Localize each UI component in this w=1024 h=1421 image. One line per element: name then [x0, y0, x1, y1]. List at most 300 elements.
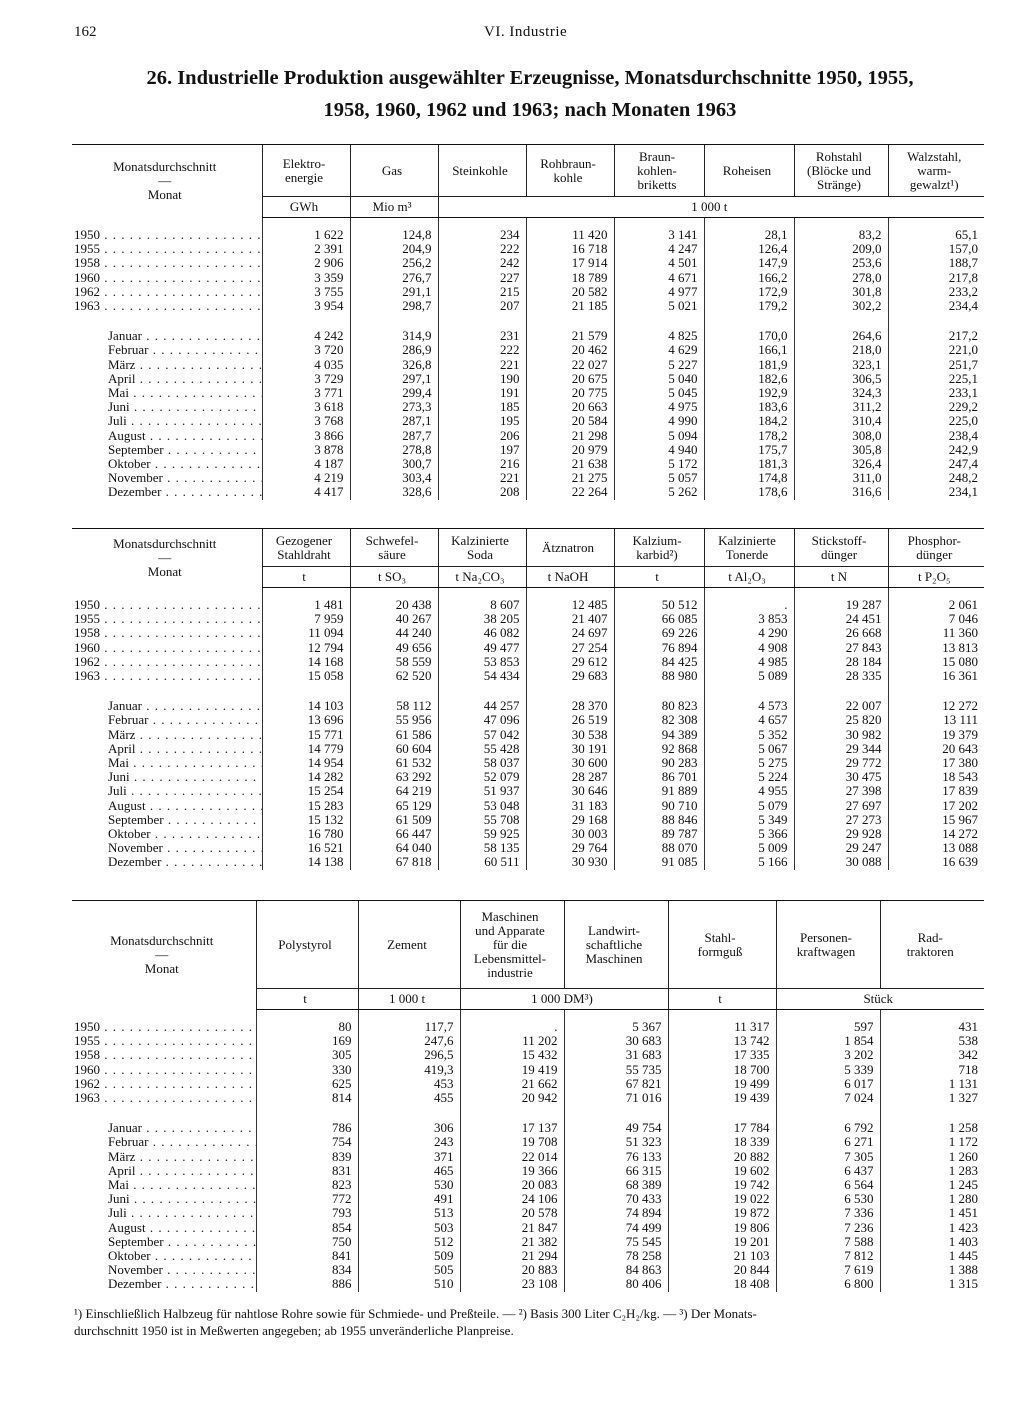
- table-cell: 4 908: [704, 641, 794, 655]
- table-cell: 15 283: [262, 799, 350, 813]
- table-cell: 84 863: [564, 1263, 668, 1277]
- table-cell: 3 618: [262, 400, 350, 414]
- table-row: [72, 799, 984, 813]
- table-cell: 6 800: [776, 1277, 880, 1291]
- table-cell: 17 335: [668, 1048, 776, 1062]
- table-cell: 57 042: [438, 728, 526, 742]
- table-cell: 181,9: [704, 358, 794, 372]
- table-cell: 1 451: [880, 1206, 984, 1220]
- table-cell: 1 854: [776, 1034, 880, 1048]
- table-cell: .: [704, 588, 794, 613]
- table-row: [72, 827, 984, 841]
- table-row: [72, 218, 984, 243]
- table-cell: 38 205: [438, 612, 526, 626]
- table-cell: 62 520: [350, 669, 438, 683]
- col-header: Braun- kohlen- briketts: [614, 145, 704, 197]
- table-cell: 88 070: [614, 841, 704, 855]
- row-label: 1960 . . .: [72, 1063, 256, 1077]
- table-cell: 13 696: [262, 713, 350, 727]
- table-cell: 92 868: [614, 742, 704, 756]
- table-cell: 7 959: [262, 612, 350, 626]
- table-cell: 27 398: [794, 784, 888, 798]
- row-label: August . . .: [72, 1221, 256, 1235]
- table-cell: 204,9: [350, 242, 438, 256]
- table-cell: 76 894: [614, 641, 704, 655]
- table-row: [72, 742, 984, 756]
- col-header: Ätznatron: [526, 529, 614, 567]
- table-cell: 4 825: [614, 329, 704, 343]
- unit-stueck: Stück: [776, 989, 984, 1010]
- stub-dash: —: [158, 173, 172, 189]
- gap-cell: [72, 1105, 256, 1121]
- table-cell: 8 607: [438, 588, 526, 613]
- unit-dm: 1 000 DM³): [460, 989, 668, 1010]
- table-cell: 53 048: [438, 799, 526, 813]
- col-unit: t NaOH: [526, 567, 614, 588]
- table-cell: 17 784: [668, 1121, 776, 1135]
- table-cell: 175,7: [704, 443, 794, 457]
- table-cell: 253,6: [794, 256, 888, 270]
- table-cell: 286,9: [350, 343, 438, 357]
- table-cell: 11 317: [668, 1010, 776, 1035]
- table-cell: 12 485: [526, 588, 614, 613]
- table-cell: 19 602: [668, 1164, 776, 1178]
- col-unit: t Al₂O₃: [704, 567, 794, 588]
- table-cell: 14 103: [262, 699, 350, 713]
- table-row: [72, 1221, 984, 1235]
- col-header: Gas: [350, 145, 438, 197]
- table-cell: 190: [438, 372, 526, 386]
- table-cell: 1 131: [880, 1077, 984, 1091]
- table-cell: 5 089: [704, 669, 794, 683]
- row-label: 1960 . . .: [72, 271, 262, 285]
- table-cell: 7 305: [776, 1150, 880, 1164]
- row-label: April . . .: [72, 742, 262, 756]
- table-cell: 26 668: [794, 626, 888, 640]
- unit-t: t: [256, 989, 358, 1010]
- stub-label-2: Monat: [147, 564, 182, 580]
- table-cell: 29 247: [794, 841, 888, 855]
- row-label: Januar . . .: [72, 699, 262, 713]
- chapter-title: VI. Industrie: [484, 24, 568, 40]
- row-label: März . . .: [72, 358, 262, 372]
- table-cell: 11 420: [526, 218, 614, 243]
- table-cell: 71 016: [564, 1091, 668, 1105]
- row-label: Juni . . .: [72, 770, 262, 784]
- table-cell: 31 683: [564, 1048, 668, 1062]
- table-cell: 47 096: [438, 713, 526, 727]
- table-cell: 4 290: [704, 626, 794, 640]
- gap-cell: [256, 1105, 358, 1121]
- table-cell: 69 226: [614, 626, 704, 640]
- table-row: [72, 429, 984, 443]
- table-cell: 5 166: [704, 855, 794, 869]
- table-cell: 4 657: [704, 713, 794, 727]
- table-row: [72, 386, 984, 400]
- table-cell: 90 710: [614, 799, 704, 813]
- table-cell: 453: [358, 1077, 460, 1091]
- table-cell: 216: [438, 457, 526, 471]
- table-cell: 14 954: [262, 756, 350, 770]
- table-cell: 68 389: [564, 1178, 668, 1192]
- table-cell: 21 103: [668, 1249, 776, 1263]
- table-cell: 4 035: [262, 358, 350, 372]
- table-cell: 287,7: [350, 429, 438, 443]
- table-cell: 21 275: [526, 471, 614, 485]
- table-cell: 30 683: [564, 1034, 668, 1048]
- table-cell: 330: [256, 1063, 358, 1077]
- table-cell: 5 227: [614, 358, 704, 372]
- table-cell: 234,4: [888, 299, 984, 313]
- table-row: [72, 358, 984, 372]
- table-cell: 512: [358, 1235, 460, 1249]
- col-unit: t: [262, 567, 350, 588]
- table-cell: 29 764: [526, 841, 614, 855]
- table-cell: 20 584: [526, 414, 614, 428]
- stub-label: Monatsdurchschnitt: [113, 536, 217, 552]
- table-cell: 169: [256, 1034, 358, 1048]
- table-cell: 60 511: [438, 855, 526, 869]
- row-label: November . . .: [72, 471, 262, 485]
- table-cell: 5 275: [704, 756, 794, 770]
- table-cell: 4 985: [704, 655, 794, 669]
- col-header: Rohbraun- kohle: [526, 145, 614, 197]
- table-title-line-2: 1958, 1960, 1962 und 1963; nach Monaten 1963: [323, 99, 737, 121]
- table-cell: 217,8: [888, 271, 984, 285]
- table-cell: 13 742: [668, 1034, 776, 1048]
- table-cell: 306: [358, 1121, 460, 1135]
- gap-cell: [262, 313, 350, 329]
- table-cell: 243: [358, 1135, 460, 1149]
- gap-cell: [776, 1105, 880, 1121]
- table-cell: 21 662: [460, 1077, 564, 1091]
- table-cell: 28 287: [526, 770, 614, 784]
- table-cell: 306,5: [794, 372, 888, 386]
- table-cell: 4 629: [614, 343, 704, 357]
- table-cell: 91 085: [614, 855, 704, 869]
- table-cell: 16 361: [888, 669, 984, 683]
- table-row: [72, 485, 984, 499]
- row-label: Juni . . .: [72, 1192, 256, 1206]
- table-cell: 55 956: [350, 713, 438, 727]
- table-cell: 3 853: [704, 612, 794, 626]
- table-cell: 227: [438, 271, 526, 285]
- table-cell: 206: [438, 429, 526, 443]
- table-cell: 29 683: [526, 669, 614, 683]
- table-cell: 24 451: [794, 612, 888, 626]
- row-label: 1955 . . .: [72, 1034, 256, 1048]
- table-cell: 29 168: [526, 813, 614, 827]
- table-cell: 273,3: [350, 400, 438, 414]
- table-cell: 58 135: [438, 841, 526, 855]
- table-cell: 3 878: [262, 443, 350, 457]
- table-cell: 225,1: [888, 372, 984, 386]
- stub-label: Monatsdurchschnitt: [113, 159, 217, 175]
- table-row: [72, 641, 984, 655]
- table-row: [72, 443, 984, 457]
- table-cell: 88 846: [614, 813, 704, 827]
- table-cell: 30 088: [794, 855, 888, 869]
- table-cell: 29 612: [526, 655, 614, 669]
- table-cell: 305: [256, 1048, 358, 1062]
- table-cell: 302,2: [794, 299, 888, 313]
- gap-cell: [794, 683, 888, 699]
- table-cell: 242,9: [888, 443, 984, 457]
- table-cell: 308,0: [794, 429, 888, 443]
- table-cell: 221: [438, 358, 526, 372]
- table-cell: 51 937: [438, 784, 526, 798]
- table-cell: 1 280: [880, 1192, 984, 1206]
- col-unit: t SO₃: [350, 567, 438, 588]
- table-cell: 234,1: [888, 485, 984, 499]
- table-row: [72, 1077, 984, 1091]
- table-cell: 11 202: [460, 1034, 564, 1048]
- col-header: Rad- traktoren: [880, 901, 984, 989]
- table-row: [72, 414, 984, 428]
- table-cell: 19 287: [794, 588, 888, 613]
- table-cell: 7 046: [888, 612, 984, 626]
- table-cell: 20 882: [668, 1150, 776, 1164]
- table-cell: 70 433: [564, 1192, 668, 1206]
- table-cell: 74 894: [564, 1206, 668, 1220]
- unit-gas: Mio m³: [350, 197, 438, 218]
- table-cell: 5 067: [704, 742, 794, 756]
- table-cell: 371: [358, 1150, 460, 1164]
- table-cell: 80 406: [564, 1277, 668, 1291]
- table-cell: 55 735: [564, 1063, 668, 1077]
- table-cell: 278,8: [350, 443, 438, 457]
- table-cell: 27 697: [794, 799, 888, 813]
- table-cell: 1 481: [262, 588, 350, 613]
- table-cell: 64 219: [350, 784, 438, 798]
- table-cell: 15 080: [888, 655, 984, 669]
- table-cell: 30 646: [526, 784, 614, 798]
- table-cell: 20 438: [350, 588, 438, 613]
- table-cell: 311,0: [794, 471, 888, 485]
- table-row: [72, 1048, 984, 1062]
- table-cell: 17 914: [526, 256, 614, 270]
- table-row: [72, 1063, 984, 1077]
- table-cell: 3 359: [262, 271, 350, 285]
- row-gap: [72, 1105, 984, 1121]
- table-cell: 1 388: [880, 1263, 984, 1277]
- table-cell: 18 789: [526, 271, 614, 285]
- table-cell: 53 853: [438, 655, 526, 669]
- table-cell: .: [460, 1010, 564, 1035]
- row-label: April . . .: [72, 1164, 256, 1178]
- table-cell: 3 954: [262, 299, 350, 313]
- table-cell: 299,4: [350, 386, 438, 400]
- row-label: 1958 . . .: [72, 256, 262, 270]
- table-cell: 21 579: [526, 329, 614, 343]
- table-cell: 16 780: [262, 827, 350, 841]
- gap-cell: [262, 683, 350, 699]
- table-cell: 27 843: [794, 641, 888, 655]
- footnote-line-1: ¹) Einschließlich Halbzeug für nahtlose Rohre sowie für Schmiede- und Preßteile. — ²) Basis 300 Liter C₂H₂/kg. — ³) Der Monats-: [74, 1306, 757, 1321]
- table-row: [72, 1150, 984, 1164]
- table-cell: 3 202: [776, 1048, 880, 1062]
- table-cell: 455: [358, 1091, 460, 1105]
- table-cell: 2 061: [888, 588, 984, 613]
- table-cell: 30 191: [526, 742, 614, 756]
- table-cell: 91 889: [614, 784, 704, 798]
- row-label: Januar . . .: [72, 1121, 256, 1135]
- unit-t2: t: [668, 989, 776, 1010]
- table-cell: 22 264: [526, 485, 614, 499]
- table-cell: 238,4: [888, 429, 984, 443]
- table-cell: 13 813: [888, 641, 984, 655]
- table-cell: 5 057: [614, 471, 704, 485]
- table-row: [72, 299, 984, 313]
- stub-label: Monatsdurchschnitt: [110, 933, 214, 949]
- table-title-line-1: 26. Industrielle Produktion ausgewählter Erzeugnisse, Monatsdurchschnitte 1950, 1955,: [146, 67, 914, 89]
- table-cell: 718: [880, 1063, 984, 1077]
- table-cell: 15 132: [262, 813, 350, 827]
- table-cell: 19 742: [668, 1178, 776, 1192]
- table-cell: 22 014: [460, 1150, 564, 1164]
- table-cell: 208: [438, 485, 526, 499]
- table-cell: 530: [358, 1178, 460, 1192]
- footnote-line-2: durchschnitt 1950 ist in Meßwerten angegeben; ab 1955 unveränderliche Planpreise.: [74, 1323, 514, 1338]
- table-cell: 5 021: [614, 299, 704, 313]
- table-cell: 182,6: [704, 372, 794, 386]
- table-cell: 82 308: [614, 713, 704, 727]
- table-cell: 4 955: [704, 784, 794, 798]
- table-steel-chemicals: [72, 528, 984, 870]
- row-label: Juni . . .: [72, 400, 262, 414]
- table-cell: 3 771: [262, 386, 350, 400]
- table-row: [72, 256, 984, 270]
- table-cell: 296,5: [358, 1048, 460, 1062]
- col-header: Kalzinierte Tonerde: [704, 529, 794, 567]
- table-cell: 17 137: [460, 1121, 564, 1135]
- table-row: [72, 626, 984, 640]
- table-cell: 754: [256, 1135, 358, 1149]
- table-cell: 3 729: [262, 372, 350, 386]
- table-cell: 66 315: [564, 1164, 668, 1178]
- table-cell: 60 604: [350, 742, 438, 756]
- table-cell: 231: [438, 329, 526, 343]
- table-cell: 5 339: [776, 1063, 880, 1077]
- table-cell: 192,9: [704, 386, 794, 400]
- unit-kt: 1 000 t: [438, 197, 984, 218]
- table-cell: 215: [438, 285, 526, 299]
- table-row: [72, 655, 984, 669]
- row-gap: [72, 313, 984, 329]
- table-cell: 28 184: [794, 655, 888, 669]
- gap-cell: [794, 313, 888, 329]
- table-cell: 831: [256, 1164, 358, 1178]
- row-label: Februar . . .: [72, 713, 262, 727]
- table-cell: 225,0: [888, 414, 984, 428]
- table-cell: 4 977: [614, 285, 704, 299]
- row-label: März . . .: [72, 1150, 256, 1164]
- table-cell: 15 967: [888, 813, 984, 827]
- row-label: 1962 . . .: [72, 655, 262, 669]
- table-cell: 1 315: [880, 1277, 984, 1291]
- table-row: [72, 756, 984, 770]
- table-cell: 625: [256, 1077, 358, 1091]
- col-unit: t N: [794, 567, 888, 588]
- table-cell: 124,8: [350, 218, 438, 243]
- stub-label-2: Monat: [147, 187, 182, 203]
- table-cell: 20 582: [526, 285, 614, 299]
- table-cell: 209,0: [794, 242, 888, 256]
- table-row: [72, 1277, 984, 1291]
- table-row: [72, 1034, 984, 1048]
- table-cell: 300,7: [350, 457, 438, 471]
- row-label: Mai . . .: [72, 756, 262, 770]
- table-cell: 7 024: [776, 1091, 880, 1105]
- table-row: [72, 343, 984, 357]
- gap-cell: [704, 683, 794, 699]
- stub-header: [72, 901, 256, 1010]
- table-cell: 12 272: [888, 699, 984, 713]
- table-cell: 303,4: [350, 471, 438, 485]
- table-cell: 20 083: [460, 1178, 564, 1192]
- table-cell: 19 201: [668, 1235, 776, 1249]
- gap-cell: [72, 313, 262, 329]
- col-header: Phosphor- dünger: [888, 529, 984, 567]
- table-cell: 24 106: [460, 1192, 564, 1206]
- table-cell: 44 257: [438, 699, 526, 713]
- table-cell: 22 027: [526, 358, 614, 372]
- col-header: Personen- kraftwagen: [776, 901, 880, 989]
- row-label: Dezember . . .: [72, 855, 262, 869]
- table-cell: 20 775: [526, 386, 614, 400]
- table-cell: 58 559: [350, 655, 438, 669]
- table-cell: 80: [256, 1010, 358, 1035]
- gap-cell: [350, 313, 438, 329]
- table-cell: 326,4: [794, 457, 888, 471]
- gap-cell: [72, 683, 262, 699]
- table-cell: 20 643: [888, 742, 984, 756]
- table-cell: 19 872: [668, 1206, 776, 1220]
- gap-cell: [668, 1105, 776, 1121]
- table-cell: 18 543: [888, 770, 984, 784]
- table-row: [72, 1164, 984, 1178]
- gap-cell: [704, 313, 794, 329]
- table-cell: 4 247: [614, 242, 704, 256]
- table-cell: 58 037: [438, 756, 526, 770]
- table-cell: 323,1: [794, 358, 888, 372]
- row-label: Februar . . .: [72, 343, 262, 357]
- gap-cell: [888, 313, 984, 329]
- table-cell: 21 847: [460, 1221, 564, 1235]
- col-header: Roheisen: [704, 145, 794, 197]
- row-label: 1963 . . .: [72, 669, 262, 683]
- table-cell: 74 499: [564, 1221, 668, 1235]
- col-header: Schwefel- säure: [350, 529, 438, 567]
- col-header: Kalzium- karbid²): [614, 529, 704, 567]
- table-cell: 84 425: [614, 655, 704, 669]
- table-cell: 1 445: [880, 1249, 984, 1263]
- table-cell: 30 930: [526, 855, 614, 869]
- table-cell: 314,9: [350, 329, 438, 343]
- table-cell: 217,2: [888, 329, 984, 343]
- table-cell: 49 754: [564, 1121, 668, 1135]
- table-row: [72, 713, 984, 727]
- row-label: August . . .: [72, 799, 262, 813]
- table-cell: 4 940: [614, 443, 704, 457]
- table-cell: 839: [256, 1150, 358, 1164]
- table-row: [72, 784, 984, 798]
- row-label: September . . .: [72, 443, 262, 457]
- table-cell: 503: [358, 1221, 460, 1235]
- table-cell: 178,2: [704, 429, 794, 443]
- col-header: Gezogener Stahldraht: [262, 529, 350, 567]
- table-cell: 13 111: [888, 713, 984, 727]
